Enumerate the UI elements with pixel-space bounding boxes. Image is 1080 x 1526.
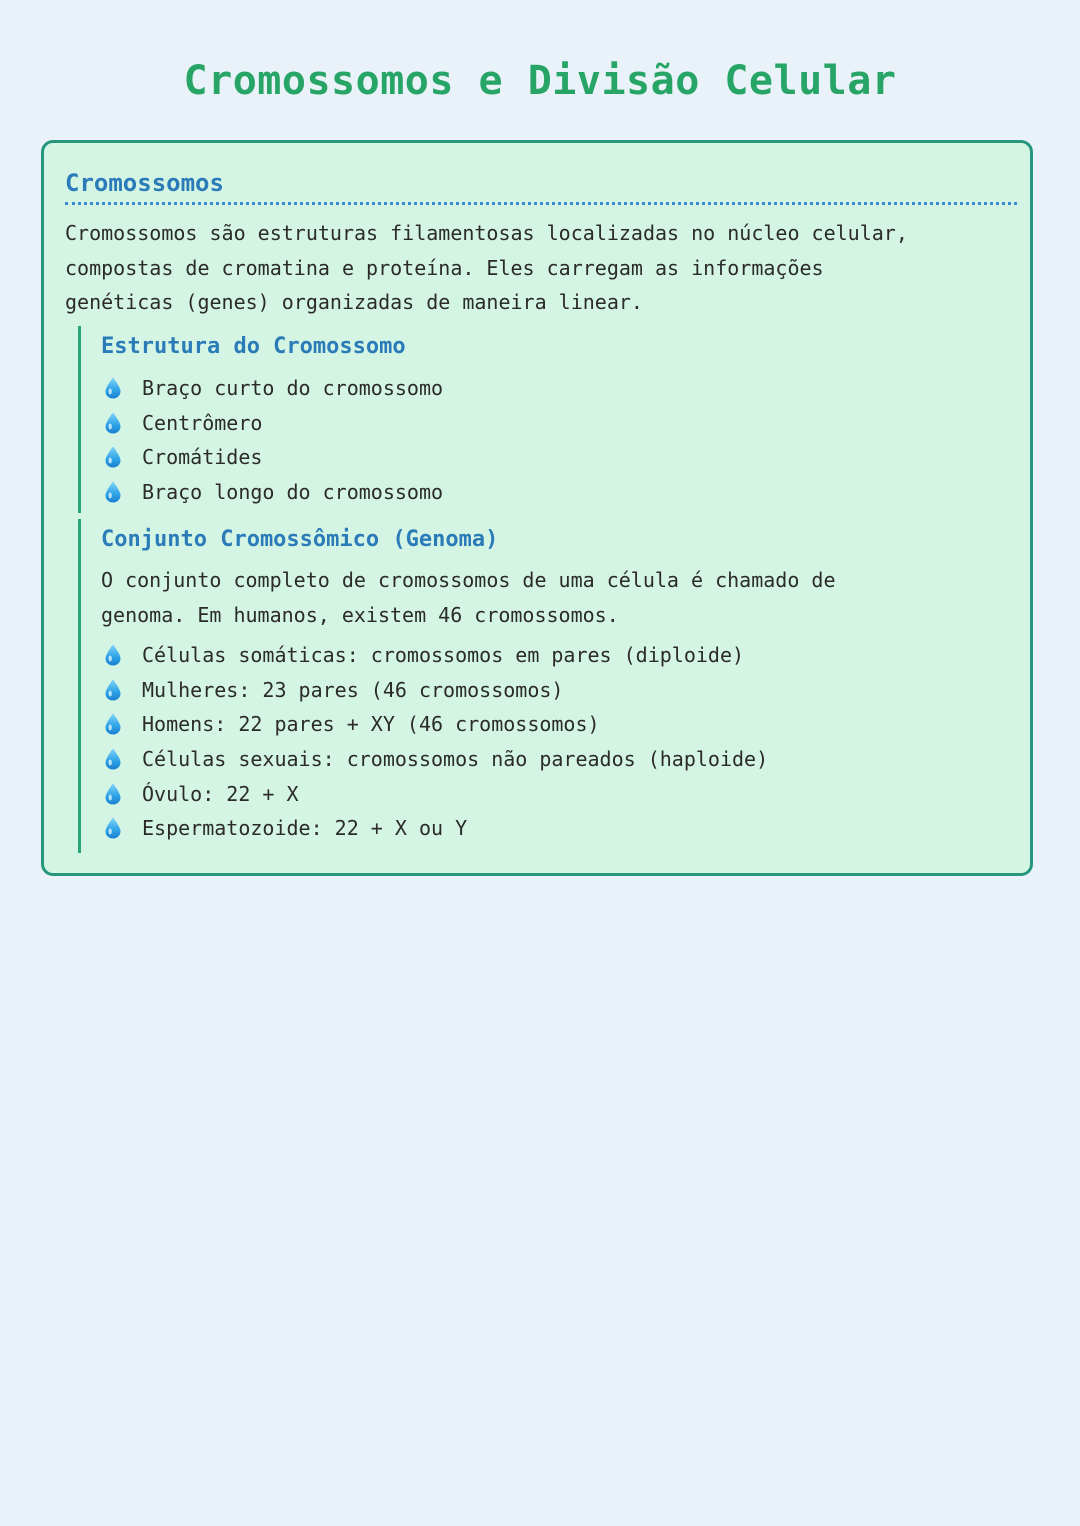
list-item-text: Braço curto do cromossomo — [142, 376, 444, 401]
intro-line: compostas de cromatina e proteína. Eles carregam as informações — [65, 255, 824, 280]
list-item-text: Espermatozoide: 22 + X ou Y — [142, 816, 468, 841]
droplet-icon — [101, 678, 125, 702]
structure-list — [101, 371, 443, 509]
droplet-icon — [101, 712, 125, 736]
droplet-icon — [101, 376, 125, 400]
list-item — [101, 440, 443, 475]
paragraph-line: genoma. Em humanos, existem 46 cromossomos. — [101, 602, 619, 627]
section-intro — [65, 216, 1005, 320]
list-item — [101, 707, 768, 742]
list-item — [101, 638, 768, 673]
paragraph-line: O conjunto completo de cromossomos de uma célula é chamado de — [101, 568, 836, 592]
subsection-chromosome-structure — [78, 326, 998, 513]
list-item — [101, 673, 768, 708]
droplet-icon — [101, 816, 125, 840]
droplet-icon — [101, 480, 125, 504]
section-title: Cromossomos — [65, 169, 224, 197]
list-item-text: Óvulo: 22 + X — [142, 781, 299, 806]
section-divider — [65, 202, 1017, 205]
list-item-text: Células somáticas: cromossomos em pares (diploide) — [142, 643, 745, 668]
subsection-title: Estrutura do Cromossomo — [101, 334, 406, 359]
subsection-genome — [78, 519, 998, 853]
droplet-icon — [101, 445, 125, 469]
list-item — [101, 406, 443, 441]
genome-list — [101, 638, 768, 846]
list-item — [101, 475, 443, 510]
list-item-text: Células sexuais: cromossomos não pareados (haploide) — [142, 747, 769, 772]
list-item-text: Braço longo do cromossomo — [142, 480, 444, 505]
droplet-icon — [101, 643, 125, 667]
subsection-title: Conjunto Cromossômico (Genoma) — [101, 527, 499, 552]
list-item-text: Cromátides — [142, 445, 263, 470]
page-title: Cromossomos e Divisão Celular — [183, 58, 897, 104]
intro-line: Cromossomos são estruturas filamentosas localizadas no núcleo celular, — [65, 221, 908, 245]
genome-paragraph — [101, 563, 961, 632]
list-item-text: Centrômero — [142, 410, 263, 435]
list-item — [101, 776, 768, 811]
droplet-icon — [101, 411, 125, 435]
droplet-icon — [101, 747, 125, 771]
droplet-icon — [101, 782, 125, 806]
list-item-text: Homens: 22 pares + XY (46 cromossomos) — [142, 712, 600, 737]
chromosomes-card — [41, 140, 1033, 876]
list-item-text: Mulheres: 23 pares (46 cromossomos) — [142, 677, 564, 702]
intro-line: genéticas (genes) organizadas de maneira linear. — [65, 290, 643, 314]
list-item — [101, 742, 768, 777]
list-item — [101, 811, 768, 846]
list-item — [101, 371, 443, 406]
